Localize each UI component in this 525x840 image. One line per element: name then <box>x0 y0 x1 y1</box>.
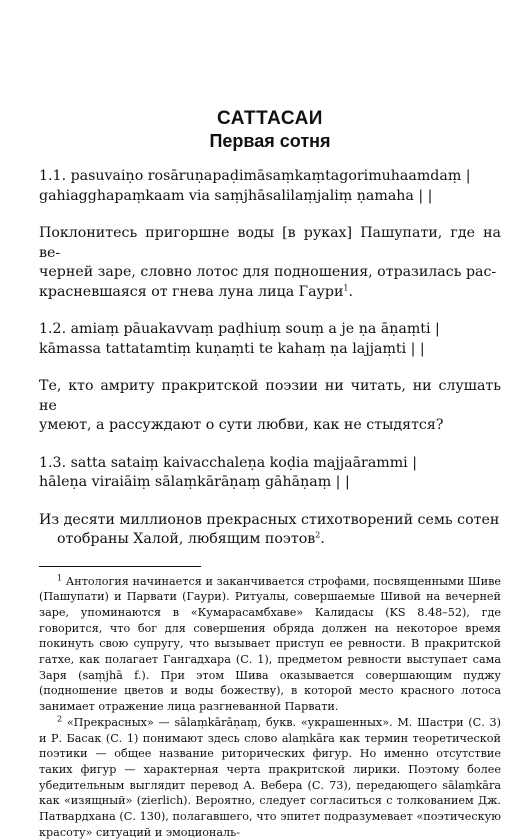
verse-translation <box>39 224 501 302</box>
translation-line: Из десяти миллионов прекрасных стихотворений семь сотен <box>39 511 500 528</box>
footnote-text: Антология начинается и заканчивается строфами, посвященными Шиве (Пашупати) и Парвати (Гаури). Ритуалы, совершаемые Шивой на вечерней заре, упоминаются в «Кумарасамбхаве» Калидасы (KS 8.48–52), где говорится, что бог для совершения обряда должен на некоторое время покинуть свою супругу, что вызывает приступ ее ревности. В пракритской гатхе, как полагает Гангадхара (С. 1), предметом ревности выступает сама Заря (saṃjhā f.). При этом Шива оказывается совершающим пуджу (подношение цветов и воды божеству), в которой место красного лотоса занимает отражение лица разгневанной Парвати. <box>39 574 501 714</box>
verse-translation <box>39 377 501 436</box>
verse-line: 1.2. amiaṃ pāuakavvaṃ paḍhiuṃ souṃ a je ṇa āṇaṃti | <box>39 321 440 337</box>
chapter-subtitle: Первая сотня <box>209 131 331 151</box>
verse-line: 1.3. satta sataiṃ kaivacchaleṇa koḍia majjaārammi | <box>39 454 418 471</box>
translation-line: Те, кто амриту пракритской поэзии ни читать, ни слушать не <box>39 378 501 414</box>
verse-original <box>39 320 501 359</box>
footnote <box>39 715 501 840</box>
verse-original <box>39 454 501 493</box>
translation-line: Поклонитесь пригоршне воды [в руках] Пашупати, где на ве- <box>39 225 501 261</box>
verse-line: hāleṇa viraiāiṃ sālaṃkārāṇaṃ gāhāṇaṃ | | <box>39 474 350 490</box>
verse-line: kāmassa tattatamtiṃ kuṇaṃti te kahaṃ ṇa lajjaṃti | | <box>39 340 425 357</box>
footnote-ref[interactable]: 1 <box>343 282 349 292</box>
verse-translation <box>39 511 501 550</box>
translation-line: черней заре, словно лотос для подношения, отразилась рас- <box>39 264 497 280</box>
footnote-divider <box>39 566 201 567</box>
verse-line: gahiagghapaṃkaam via saṃjhāsalilaṃjaliṃ ṇamaha | | <box>39 187 433 204</box>
footnote-mark: 1 <box>57 572 63 582</box>
footnote-ref[interactable]: 2 <box>315 530 321 540</box>
chapter-title: САТТАСАИ <box>217 108 323 129</box>
footnote-mark: 2 <box>57 714 63 724</box>
translation-text: отобраны Халой, любящим поэтов <box>57 531 316 547</box>
footnote-text: «Прекрасных» — sālaṃkārāṇaṃ, букв. «украшенных». М. Шастри (С. 3) и Р. Басак (С. 1) понимают здесь слово alaṃkāra как термин теоретической поэтики — общее название риторических фигур. Но именно отсутствие таких фигур — характерная черта пракритской лирики. Поэтому более убедительным выглядит перевод А. Вебера (С. 73), передающего sālaṃkāra как «изящный» (zierlich). Вероятно, следует согласиться с толкованием Дж. Патвардхана (С. 130), полагавшего, что эпитет подразумевает «поэтическую красоту» ситуаций и эмоциональ- <box>39 715 501 839</box>
translation-line-last: красневшаяся от гнева луна лица Гаури$^1$. <box>39 282 354 300</box>
translation-line: умеют, а рассуждают о сути любви, как не стыдятся? <box>39 417 444 433</box>
verse-line: 1.1. pasuvaiṇo rosāruṇapaḍimāsaṃkaṃtagorimuhaamdaṃ | <box>39 168 471 184</box>
translation-text: красневшаяся от гнева луна лица Гаури <box>39 283 344 300</box>
translation-line-last: отобраны Халой, любящим поэтов$^2$. <box>57 530 325 547</box>
verse-original <box>39 167 501 206</box>
footnote <box>39 574 501 715</box>
